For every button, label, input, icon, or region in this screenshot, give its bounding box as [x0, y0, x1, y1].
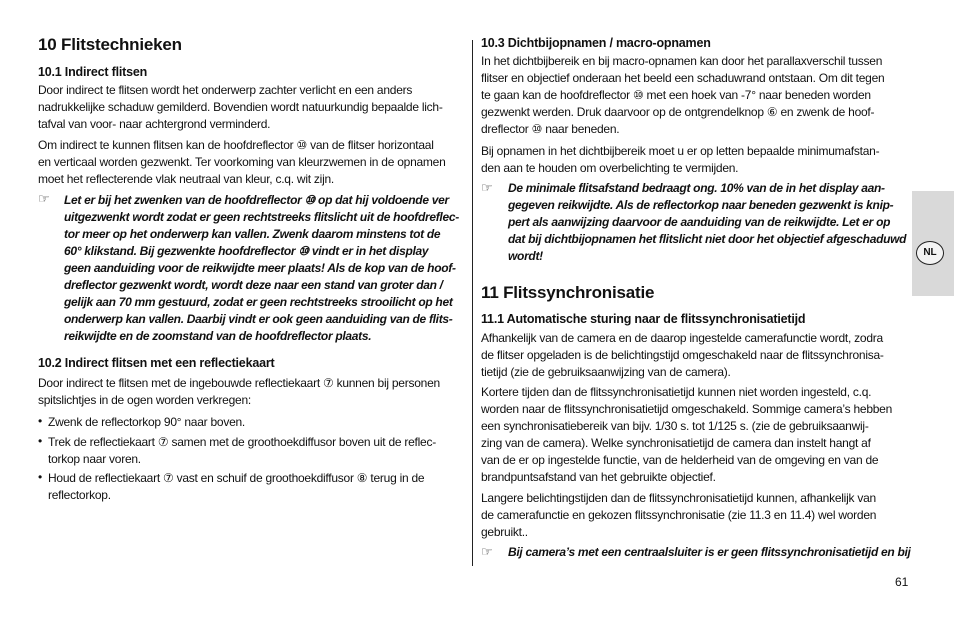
text-line: Om indirect te kunnen flitsen kan de hoofdreflector ⑩ van de flitser horizontaal	[38, 138, 434, 152]
section-10-title: 10 Flitstechnieken	[38, 35, 182, 54]
text-line: Door indirect te flitsen met de ingebouwde reflectiekaart ⑦ kunnen bij personen	[38, 376, 440, 390]
section-10-1-title: 10.1 Indirect flitsen	[38, 65, 148, 79]
text-line: Bij camera’s met een centraalsluiter is er geen flitssynchronisatietijd en bij	[508, 545, 911, 559]
list-item	[48, 414, 245, 431]
text-line: een synchronisatiebereik van bijv. 1/30 s. tot 1/125 s. (zie de gebruiksaanwij-	[481, 419, 869, 433]
text-line: gezwenkt werden. Druk daarvoor op de ontgrendelknop ⑥ en zwenk de hoof-	[481, 105, 875, 119]
text-line: den aan te houden om overbelichting te vermijden.	[481, 161, 739, 175]
section-11-title: 11 Flitssynchronisatie	[481, 283, 655, 302]
paragraph	[481, 384, 892, 486]
note	[64, 192, 459, 345]
note	[508, 180, 906, 265]
text-line: onderwerp kan vallen. Daarbij vindt er ook geen aanduiding van de flits-	[64, 312, 453, 326]
text-line: Trek de reflectiekaart ⑦ samen met de groothoekdiffusor boven uit de reflec-	[48, 435, 436, 449]
paragraph	[481, 53, 884, 138]
paragraph	[481, 330, 884, 381]
text-line: gelijk aan 70 mm gestuurd, zodat er geen rechtstreeks strooilicht op het	[64, 295, 453, 309]
section-10-2-title: 10.2 Indirect flitsen met een reflectiekaart	[38, 356, 275, 370]
paragraph	[38, 82, 443, 133]
text-line: dreflector ⑩ naar beneden.	[481, 122, 620, 136]
text-line: geen aanduiding voor de reikwijdte meer plaats! Als de kop van de hoof-	[64, 261, 456, 275]
text-line: Let er bij het zwenken van de hoofdreflector ⑩ op dat hij voldoende ver	[64, 193, 449, 207]
section-11-1-title: 11.1 Automatische sturing naar de flitssynchronisatietijd	[481, 312, 806, 326]
text-line: uitgezwenkt wordt zodat er geen rechtstreeks flitslicht uit de hoofdreflec-	[64, 210, 459, 224]
text-line: Bij opnamen in het dichtbijbereik moet u er op letten bepaalde minimumafstan-	[481, 144, 880, 158]
paragraph	[38, 375, 440, 409]
section-10-3-title: 10.3 Dichtbijopnamen / macro-opnamen	[481, 36, 711, 50]
text-line: pert als aanwijzing daarvoor de aanduiding van de reikwijdte. Let er op	[508, 215, 891, 229]
paragraph	[481, 490, 876, 541]
text-line: De minimale flitsafstand bedraagt ong. 10% van de in het display aan-	[508, 181, 885, 195]
text-line: gegeven reikwijdte. Als de reflectorkop naar beneden gezwenkt is knip-	[508, 198, 894, 212]
text-line: nadrukkelijke schaduw gemilderd. Bovendien wordt natuurkundig bepaalde lich-	[38, 100, 443, 114]
text-line: Door indirect te flitsen wordt het onderwerp zachter verlicht en een anders	[38, 83, 413, 97]
text-line: tafval van voor- naar achtergrond verminderd.	[38, 117, 271, 131]
note	[508, 544, 911, 561]
text-line: worden naar de flitssynchronisatietijd omgeschakeld. Sommige camera’s hebben	[481, 402, 893, 416]
text-line: spitslichtjes in de ogen worden verkregen:	[38, 393, 251, 407]
pointing-hand-icon: ☞	[38, 191, 50, 206]
paragraph	[481, 143, 879, 177]
bullet-dot-icon: •	[38, 470, 43, 484]
pointing-hand-icon: ☞	[481, 544, 493, 559]
text-line: te gaan kan de hoofdreflector ⑩ met een hoek van -7° naar beneden worden	[481, 88, 871, 102]
text-line: In het dichtbijbereik en bij macro-opnamen kan door het parallaxverschil tussen	[481, 54, 883, 68]
text-line: brandpuntsafstand van het gebruikte objectief.	[481, 470, 716, 484]
text-line: Afhankelijk van de camera en de daarop ingestelde camerafunctie wordt, zodra	[481, 331, 883, 345]
text-line: dreflector gezwenkt wordt, wordt deze naar een stand van groter dan /	[64, 278, 443, 292]
text-line: flitser en objectief onderaan het beeld een schaduwrand ontstaan. Om dit tegen	[481, 71, 885, 85]
text-line: Langere belichtingstijden dan de flitssynchronisatietijd kunnen, afhankelijk van	[481, 491, 876, 505]
text-line: Kortere tijden dan de flitssynchronisatietijd kunnen niet worden ingesteld, c.q.	[481, 385, 872, 399]
text-line: tor meer op het onderwerp kan vallen. Zwenk daarom minstens tot de	[64, 227, 441, 241]
text-line: van de er op ingestelde functie, van de helderheid van de omgeving en van de	[481, 453, 879, 467]
text-line: de flitser opgeladen is de belichtingstijd omgeschakeld naar de flitssynchronisa-	[481, 348, 884, 362]
text-line: zing van de camera). Welke synchronisatietijd de camera dan instelt hangt af	[481, 436, 871, 450]
page-number: 61	[895, 575, 909, 589]
text-line: en verticaal worden gezwenkt. Ter voorkoming van kleurzwemen in de opnamen	[38, 155, 446, 169]
list-item	[48, 470, 424, 504]
language-badge: NL	[916, 241, 944, 265]
text-line: 60° klikstand. Bij gezwenkte hoofdreflector ⑩ vindt er in het display	[64, 244, 429, 258]
text-line: reikwijdte en de zoomstand van de hoofdreflector plaats.	[64, 329, 372, 343]
text-line: reflectorkop.	[48, 488, 111, 502]
text-line: dat bij dichtbijopnamen het flitslicht niet door het objectief afgeschaduwd	[508, 232, 907, 246]
text-line: Houd de reflectiekaart ⑦ vast en schuif de groothoekdiffusor ⑧ terug in de	[48, 471, 425, 485]
text-line: gebruikt..	[481, 525, 528, 539]
text-line: Zwenk de reflectorkop 90° naar boven.	[48, 415, 245, 429]
text-line: moet het reflecterende vlak neutraal van kleur, c.q. wit zijn.	[38, 172, 334, 186]
text-line: de camerafunctie en gekozen flitssynchronisatie (zie 11.3 en 11.4) wel worden	[481, 508, 877, 522]
text-line: torkop naar voren.	[48, 452, 141, 466]
text-line: wordt!	[508, 249, 543, 263]
list-item	[48, 434, 436, 468]
text-line: tietijd (zie de gebruiksaanwijzing van de camera).	[481, 365, 731, 379]
bullet-dot-icon: •	[38, 434, 43, 448]
pointing-hand-icon: ☞	[481, 180, 493, 195]
column-divider	[472, 40, 473, 566]
bullet-dot-icon: •	[38, 414, 43, 428]
paragraph	[38, 137, 446, 188]
